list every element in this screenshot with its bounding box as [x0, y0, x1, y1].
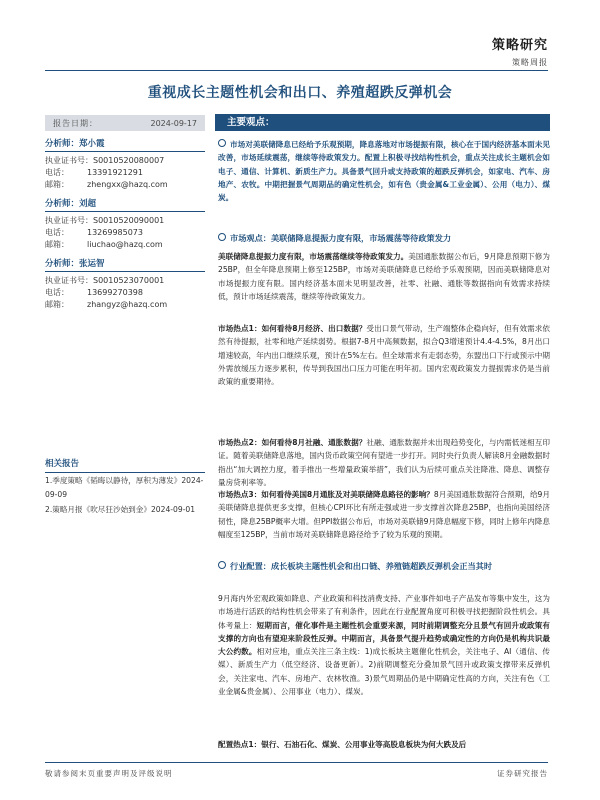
report-title: 重视成长主题性机会和出口、养殖超跌反弹机会	[147, 85, 453, 101]
report-date-bar	[45, 115, 205, 131]
analyst-name-row: 分析师：郑小霞	[45, 137, 205, 152]
footer-divider	[45, 762, 548, 763]
analyst-email[interactable]: 邮箱： zhangyz@hazq.com	[45, 300, 168, 309]
header-brand-block	[492, 34, 548, 68]
analyst-card	[45, 257, 205, 311]
related-report-link[interactable]: 2.策略月报《吹尽狂沙始到金》2024-09-01	[45, 505, 196, 514]
focus-2	[218, 436, 550, 489]
analyst-phone: 电话： 13699270398	[45, 288, 143, 297]
market-view-section	[218, 232, 550, 245]
report-date-value: 2024-09-17	[150, 118, 197, 128]
focus-1-text: 受出口景气带动，生产端整体企稳向好，但有效需求依然有待提振，社零和地产延续弱势。根据7-8月中高频数据，拟合Q3增速预计4.4-4.5%，8月出口增速较高，年内出口继续乐观，预计在5%左右。但全球需求有走弱态势，东盟出口下行或预示中期外需放缓压力逐步累积，传导到我国出口压力可能在明年初。国内宏观政策发力提振需求仍是当前政策的重要期待。	[218, 324, 550, 387]
circle-bullet-icon	[218, 561, 226, 569]
circle-bullet-icon	[218, 139, 226, 147]
circle-bullet-icon	[218, 233, 226, 241]
analyst-email[interactable]: 邮箱： liuchao@hazq.com	[45, 240, 163, 249]
footer-label: 证券研究报告	[497, 769, 548, 778]
analyst-card	[45, 137, 205, 191]
analyst-cert: 执业证书号：S0010523070001	[45, 276, 165, 285]
market-view-body	[218, 250, 550, 303]
analyst-card	[45, 197, 205, 251]
market-view-text: 美国通胀数据公布后，9月降息预期下修为25BP，但全年降息预期上修至125BP，市场对美联储降息已经给予乐观预期，因而美联储降息对市场提振力度有限。国内经济基本面未见明显改善，社零、社融、通胀等数据指向有效需求持续低，预计市场延续震荡，继续等待政策发力。	[218, 252, 550, 301]
analyst-email[interactable]: 邮箱： zhengxx@hazq.com	[45, 180, 168, 189]
related-reports-list	[45, 474, 205, 519]
industry-heading: 行业配置：成长板块主题性机会和出口链、养殖链超跌反弹机会正当其时	[230, 561, 493, 571]
config-focus	[218, 738, 550, 752]
focus-3	[218, 488, 550, 541]
report-date-label: 报告日期：	[53, 118, 98, 128]
focus-3-heading: 市场热点3：如何看待美国8月通胀及对美联储降息路径的影响？	[218, 490, 434, 499]
focus-3-text: 8月美国通胀数据符合预期，给9月美联储降息提供更多支撑，但核心CPI环比有所走强或进一步支撑首次降息25BP，也指向美国经济韧性，降息25BP概率大增。但PPI数据公布后，市场对美联储9月降息幅度下修，同时上修年内降息幅度至125BP，当前市场对美联储降息路径给予了较为乐观的预期。	[218, 490, 550, 539]
focus-1	[218, 322, 550, 388]
focus-1-heading: 市场热点1：如何看待8月经济、出口数据？	[218, 324, 367, 333]
industry-section	[218, 560, 550, 573]
analyst-name: 刘超	[79, 199, 97, 209]
focus-2-text: 社融、通胀数据并未出现趋势变化，与内需低迷相互印证。随着美联储降息落地，国内货币政策空间有望进一步打开。同时央行负责人解读8月金融数据时指出“加大调控力度，着手推出一些增量政策举措”，我们认为后续可重点关注降准、降息、调整存量房贷利率等。	[218, 438, 550, 487]
analyst-phone: 电话： 13391921291	[45, 168, 143, 177]
market-view-lead: 美联储降息提振力度有限，市场震荡继续等待政策发力。	[218, 252, 409, 261]
analyst-name-row: 分析师：刘超	[45, 197, 205, 212]
analyst-cert: 执业证书号：S0010520080007	[45, 156, 165, 165]
related-report-link[interactable]: 1.季度策略《韬晦以静待，厚积为薄发》2024-09-09	[45, 476, 204, 499]
market-view-heading: 市场观点：美联储降息提振力度有限，市场震荡等待政策发力	[230, 233, 452, 243]
summary-block	[218, 138, 550, 204]
brand-subtitle: 策略周报	[512, 58, 548, 67]
related-reports-title: 相关报告	[45, 457, 205, 473]
summary-text: 市场对美联储降息已经给予乐观预期，降息落地对市场提振有限，核心在于国内经济基本面未见改善，市场延续震荡，继续等待政策发力。配置上积极寻找结构性机会，重点关注成长主题机会如电子、通信、计算机、新质生产力。具备景气回升或支持政策的超跌反弹机会，如家电、汽车、房地产、农牧。中期把握景气周期品的确定性机会，如有色（贵金属&工业金属）、公用（电力）、煤炭。	[218, 140, 550, 203]
analyst-name: 郑小霞	[79, 139, 105, 149]
footer-disclaimer: 敬请参阅末页重要声明及评级说明	[45, 769, 173, 778]
analyst-cert: 执业证书号：S0010520090001	[45, 216, 165, 225]
focus-2-heading: 市场热点2：如何看待8月社融、通胀数据？	[218, 438, 367, 447]
key-points-header: 主要观点：	[215, 114, 550, 131]
header-divider	[45, 70, 548, 71]
analyst-name: 张运智	[79, 259, 105, 269]
brand-title: 策略研究	[491, 38, 548, 53]
industry-body: 9月海内外宏观政策如降息、产业政策和科技消费支持、产业事件如电子产品发布等集中发生，这为市场进行活跃的结构性机会带来了有利条件，因此在行业配置角度可积极寻找把握阶段性机会。具体考量上：短期而言，催化事件是主题性机会重要来源，同时前期调整充分且景气有回升或政策有支撑的方向也有望迎来阶段性反弹。中期而言，具备景气提升趋势或确定性的方向仍是机构共识最大公约数。相对应地，重点关注三条主线：1)成长板块主题催化性机会，关注电子、AI（通信、传媒）、新质生产力（低空经济、设备更新）。2)前期调整充分叠加景气回升或政策支撑带来反弹机会，关注家电、汽车、房地产、农林牧渔。3)景气周期品仍是中期确定性高的方向，关注有色（工业金属&贵金属）、公用事业（电力）、煤炭。	[218, 594, 551, 697]
config-focus-heading: 配置热点1：银行、石油石化、煤炭、公用事业等高股息板块为何大跌及后	[218, 740, 467, 749]
left-column	[45, 115, 205, 311]
analyst-name-row: 分析师：张运智	[45, 257, 205, 272]
analyst-phone: 电话： 13269985073	[45, 228, 143, 237]
